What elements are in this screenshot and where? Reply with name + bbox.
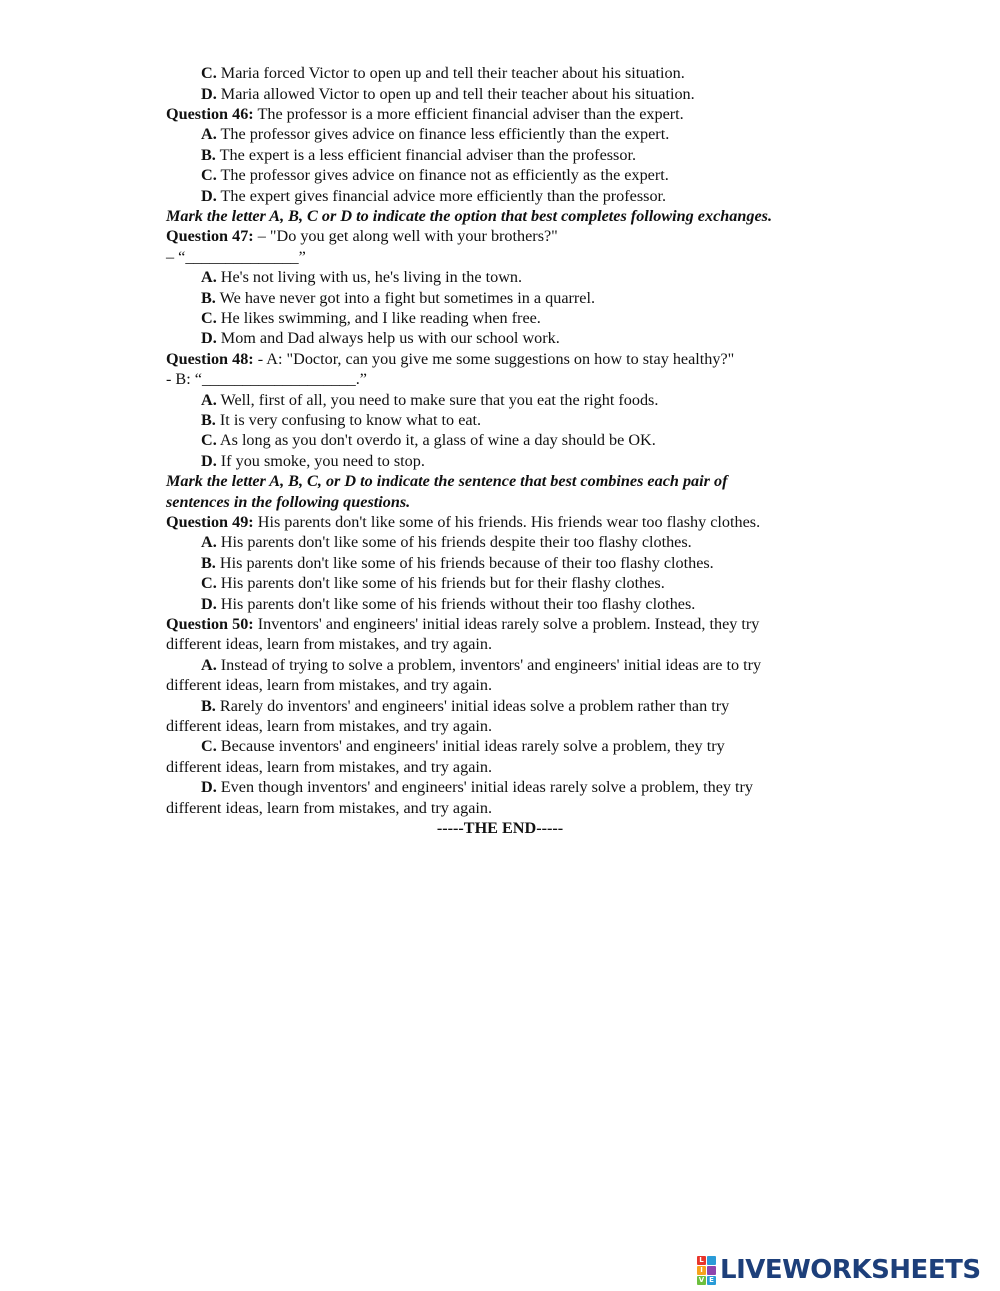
q45-option-c: C. Maria forced Victor to open up and tell their teacher about his situation. — [201, 64, 685, 82]
q48-option-b: B. It is very confusing to know what to eat. — [201, 411, 482, 429]
instruction-combine-line-1: Mark the letter A, B, C, or D to indicate the sentence that best combines each pair of — [166, 472, 728, 490]
q50-option-b: B. Rarely do inventors' and engineers' initial ideas solve a problem rather than try — [201, 697, 730, 715]
q46-option-c: C. The professor gives advice on finance not as efficiently as the expert. — [201, 166, 669, 184]
liveworksheets-mark-icon — [697, 1256, 716, 1285]
q50-option-b-continued: different ideas, learn from mistakes, and try again. — [166, 717, 493, 735]
question-49: Question 49: His parents don't like some of his friends. His friends wear too flashy clothes. — [166, 513, 761, 531]
mark-tile: I — [697, 1266, 706, 1275]
q50-option-a: A. Instead of trying to solve a problem, inventors' and engineers' initial ideas are to try — [201, 656, 762, 674]
question-47: Question 47: – "Do you get along well with your brothers?" — [166, 227, 558, 245]
q47-option-c: C. He likes swimming, and I like reading when free. — [201, 309, 541, 327]
question-48: Question 48: - A: "Doctor, can you give me some suggestions on how to stay healthy?" — [166, 350, 735, 368]
q49-option-b: B. His parents don't like some of his friends because of their too flashy clothes. — [201, 554, 714, 572]
mark-tile: V — [698, 1275, 705, 1284]
q47-option-a: A. He's not living with us, he's living in the town. — [201, 268, 523, 286]
q47-answer-blank: – “______________” — [166, 248, 306, 266]
q50-option-d-continued: different ideas, learn from mistakes, and try again. — [166, 799, 493, 817]
q50-option-d: D. Even though inventors' and engineers' initial ideas rarely solve a problem, they try — [201, 778, 754, 796]
q47-option-b: B. We have never got into a fight but sometimes in a quarrel. — [201, 289, 596, 307]
q49-option-d: D. His parents don't like some of his friends without their too flashy clothes. — [201, 595, 696, 613]
mark-tile: L — [697, 1256, 706, 1265]
q45-option-d: D. Maria allowed Victor to open up and tell their teacher about his situation. — [201, 85, 695, 103]
q48-option-a: A. Well, first of all, you need to make sure that you eat the right foods. — [201, 391, 659, 409]
q46-option-a: A. The professor gives advice on finance less efficiently than the expert. — [201, 125, 670, 143]
instruction-exchanges: Mark the letter A, B, C or D to indicate the option that best completes following exchanges. — [166, 207, 772, 225]
question-46: Question 46: The professor is a more efficient financial adviser than the expert. — [166, 105, 684, 123]
q46-option-d: D. The expert gives financial advice more efficiently than the professor. — [201, 187, 667, 205]
mark-tile: E — [707, 1276, 716, 1285]
mark-tile — [707, 1266, 716, 1275]
instruction-combine-line-2: sentences in the following questions. — [166, 493, 411, 511]
liveworksheets-logo — [697, 1255, 981, 1285]
q49-option-a: A. His parents don't like some of his friends despite their too flashy clothes. — [201, 533, 692, 551]
liveworksheets-wordmark: LIVEWORKSHEETS — [720, 1255, 981, 1285]
q48-answer-blank: - B: “___________________.” — [166, 370, 367, 388]
q50-option-a-continued: different ideas, learn from mistakes, and try again. — [166, 676, 493, 694]
q48-option-d: D. If you smoke, you need to stop. — [201, 452, 425, 470]
the-end-marker: -----THE END----- — [436, 819, 564, 837]
question-50-continued: different ideas, learn from mistakes, and try again. — [166, 635, 493, 653]
q46-option-b: B. The expert is a less efficient financial adviser than the professor. — [201, 146, 636, 164]
q50-option-c: C. Because inventors' and engineers' initial ideas rarely solve a problem, they try — [201, 737, 725, 755]
mark-tile — [707, 1256, 716, 1265]
question-50: Question 50: Inventors' and engineers' initial ideas rarely solve a problem. Instead, they try — [166, 615, 760, 633]
q47-option-d: D. Mom and Dad always help us with our school work. — [201, 329, 560, 347]
q49-option-c: C. His parents don't like some of his friends but for their flashy clothes. — [201, 574, 665, 592]
q50-option-c-continued: different ideas, learn from mistakes, and try again. — [166, 758, 493, 776]
q48-option-c: C. As long as you don't overdo it, a glass of wine a day should be OK. — [201, 431, 656, 449]
